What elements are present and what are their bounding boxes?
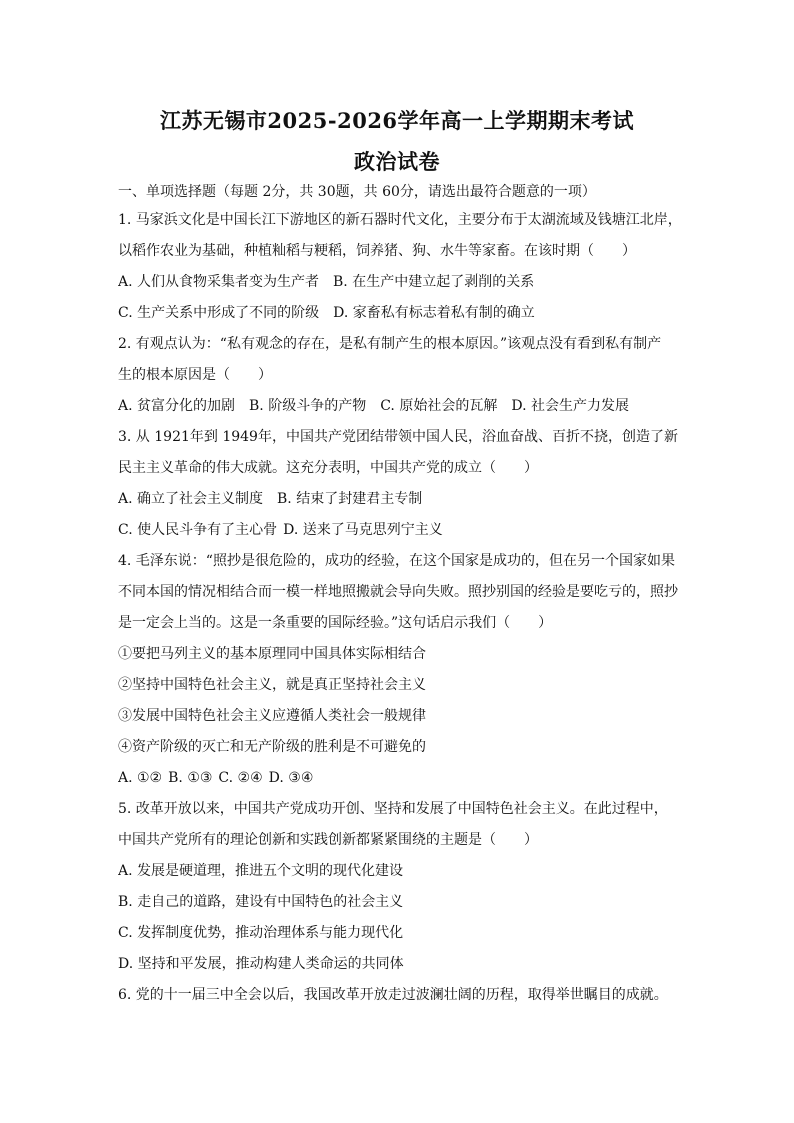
question-stem-line: 中国共产党所有的理论创新和实践创新都紧紧围绕的主题是（ ） (118, 832, 538, 848)
option-d: D. 家畜私有标志着私有制的确立 (333, 305, 535, 321)
option-row (118, 520, 688, 551)
option-a: A. 发展是硬道理，推进五个文明的现代化建设 (118, 863, 404, 879)
option-c: C. 原始社会的瓦解 (380, 398, 498, 414)
option-b: B. 在生产中建立起了剥削的关系 (333, 274, 535, 290)
option-b: B. 结束了封建君主专制 (277, 491, 423, 507)
option-d: D. 送来了马克思列宁主义 (283, 522, 443, 538)
statement-1: ①要把马列主义的基本原理同中国具体实际相结合 (118, 646, 426, 662)
option-d: D. ③④ (268, 770, 314, 786)
question-2 (118, 334, 688, 427)
exam-subtitle: 政治试卷 (354, 149, 440, 174)
question-stem-line: 民主主义革命的伟大成就。这充分表明，中国共产党的成立（ ） (118, 460, 538, 476)
question-stem-line: 是一定会上当的。这是一条重要的国际经验。”这句话启示我们（ ） (118, 615, 553, 631)
option-c: C. ②④ (218, 770, 263, 786)
option-c: C. 生产关系中形成了不同的阶级 (118, 305, 320, 321)
section-heading: 一、单项选择题（每题 2分，共 30题，共 60分，请选出最符合题意的一项） (118, 184, 596, 200)
statement-3: ③发展中国特色社会主义应遵循人类社会一般规律 (118, 708, 426, 724)
option-row (118, 396, 688, 427)
question-5 (118, 799, 688, 985)
statement-4: ④资产阶级的灭亡和无产阶级的胜利是不可避免的 (118, 739, 426, 755)
option-a: A. 人们从食物采集者变为生产者 (118, 274, 320, 290)
question-stem-line: 生的根本原因是（ ） (118, 367, 272, 383)
statement-2: ②坚持中国特色社会主义，就是真正坚持社会主义 (118, 677, 426, 693)
option-d: D. 坚持和平发展，推动构建人类命运的共同体 (118, 956, 404, 972)
question-3 (118, 427, 688, 551)
question-stem-line: 3. 从 1921年到 1949年，中国共产党团结带领中国人民，浴血奋战、百折不挠，创造了新 (118, 429, 678, 445)
option-b: B. 阶级斗争的产物 (249, 398, 367, 414)
exam-title: 江苏无锡市2025-2026学年高一上学期期末考试 (159, 108, 635, 133)
question-1 (118, 210, 688, 334)
question-4 (118, 551, 688, 799)
option-c: C. 发挥制度优势，推动治理体系与能力现代化 (118, 925, 404, 941)
option-b: B. ①③ (168, 770, 213, 786)
option-row (118, 768, 688, 799)
question-6 (118, 985, 688, 1016)
option-c: C. 使人民斗争有了主心骨 (118, 522, 278, 538)
option-row (118, 303, 688, 334)
question-stem-line: 5. 改革开放以来，中国共产党成功开创、坚持和发展了中国特色社会主义。在此过程中， (118, 801, 668, 817)
option-b: B. 走自己的道路，建设有中国特色的社会主义 (118, 894, 404, 910)
question-stem-line: 以稻作农业为基础，种植籼稻与粳稻，饲养猪、狗、水牛等家畜。在该时期（ ） (118, 243, 636, 259)
option-row (118, 489, 688, 520)
option-a: A. ①② (118, 770, 163, 786)
option-d: D. 社会生产力发展 (511, 398, 629, 414)
question-stem-line: 1. 马家浜文化是中国长江下游地区的新石器时代文化，主要分布于太湖流域及钱塘江北岸， (118, 212, 682, 228)
question-stem-line: 不同本国的情况相结合而一模一样地照搬就会导向失败。照抄别国的经验是要吃亏的，照抄 (118, 584, 678, 600)
question-stem-line: 2. 有观点认为：“私有观念的存在，是私有制产生的根本原因。”该观点没有看到私有制产 (118, 336, 662, 352)
option-a: A. 贫富分化的加剧 (118, 398, 236, 414)
option-row (118, 272, 688, 303)
exam-content (118, 182, 688, 1016)
question-stem-line: 6. 党的十一届三中全会以后，我国改革开放走过波澜壮阔的历程，取得举世瞩目的成就。 (118, 987, 668, 1003)
option-a: A. 确立了社会主义制度 (118, 491, 264, 507)
question-stem-line: 4. 毛泽东说：“照抄是很危险的，成功的经验，在这个国家是成功的，但在另一个国家如果 (118, 553, 675, 569)
